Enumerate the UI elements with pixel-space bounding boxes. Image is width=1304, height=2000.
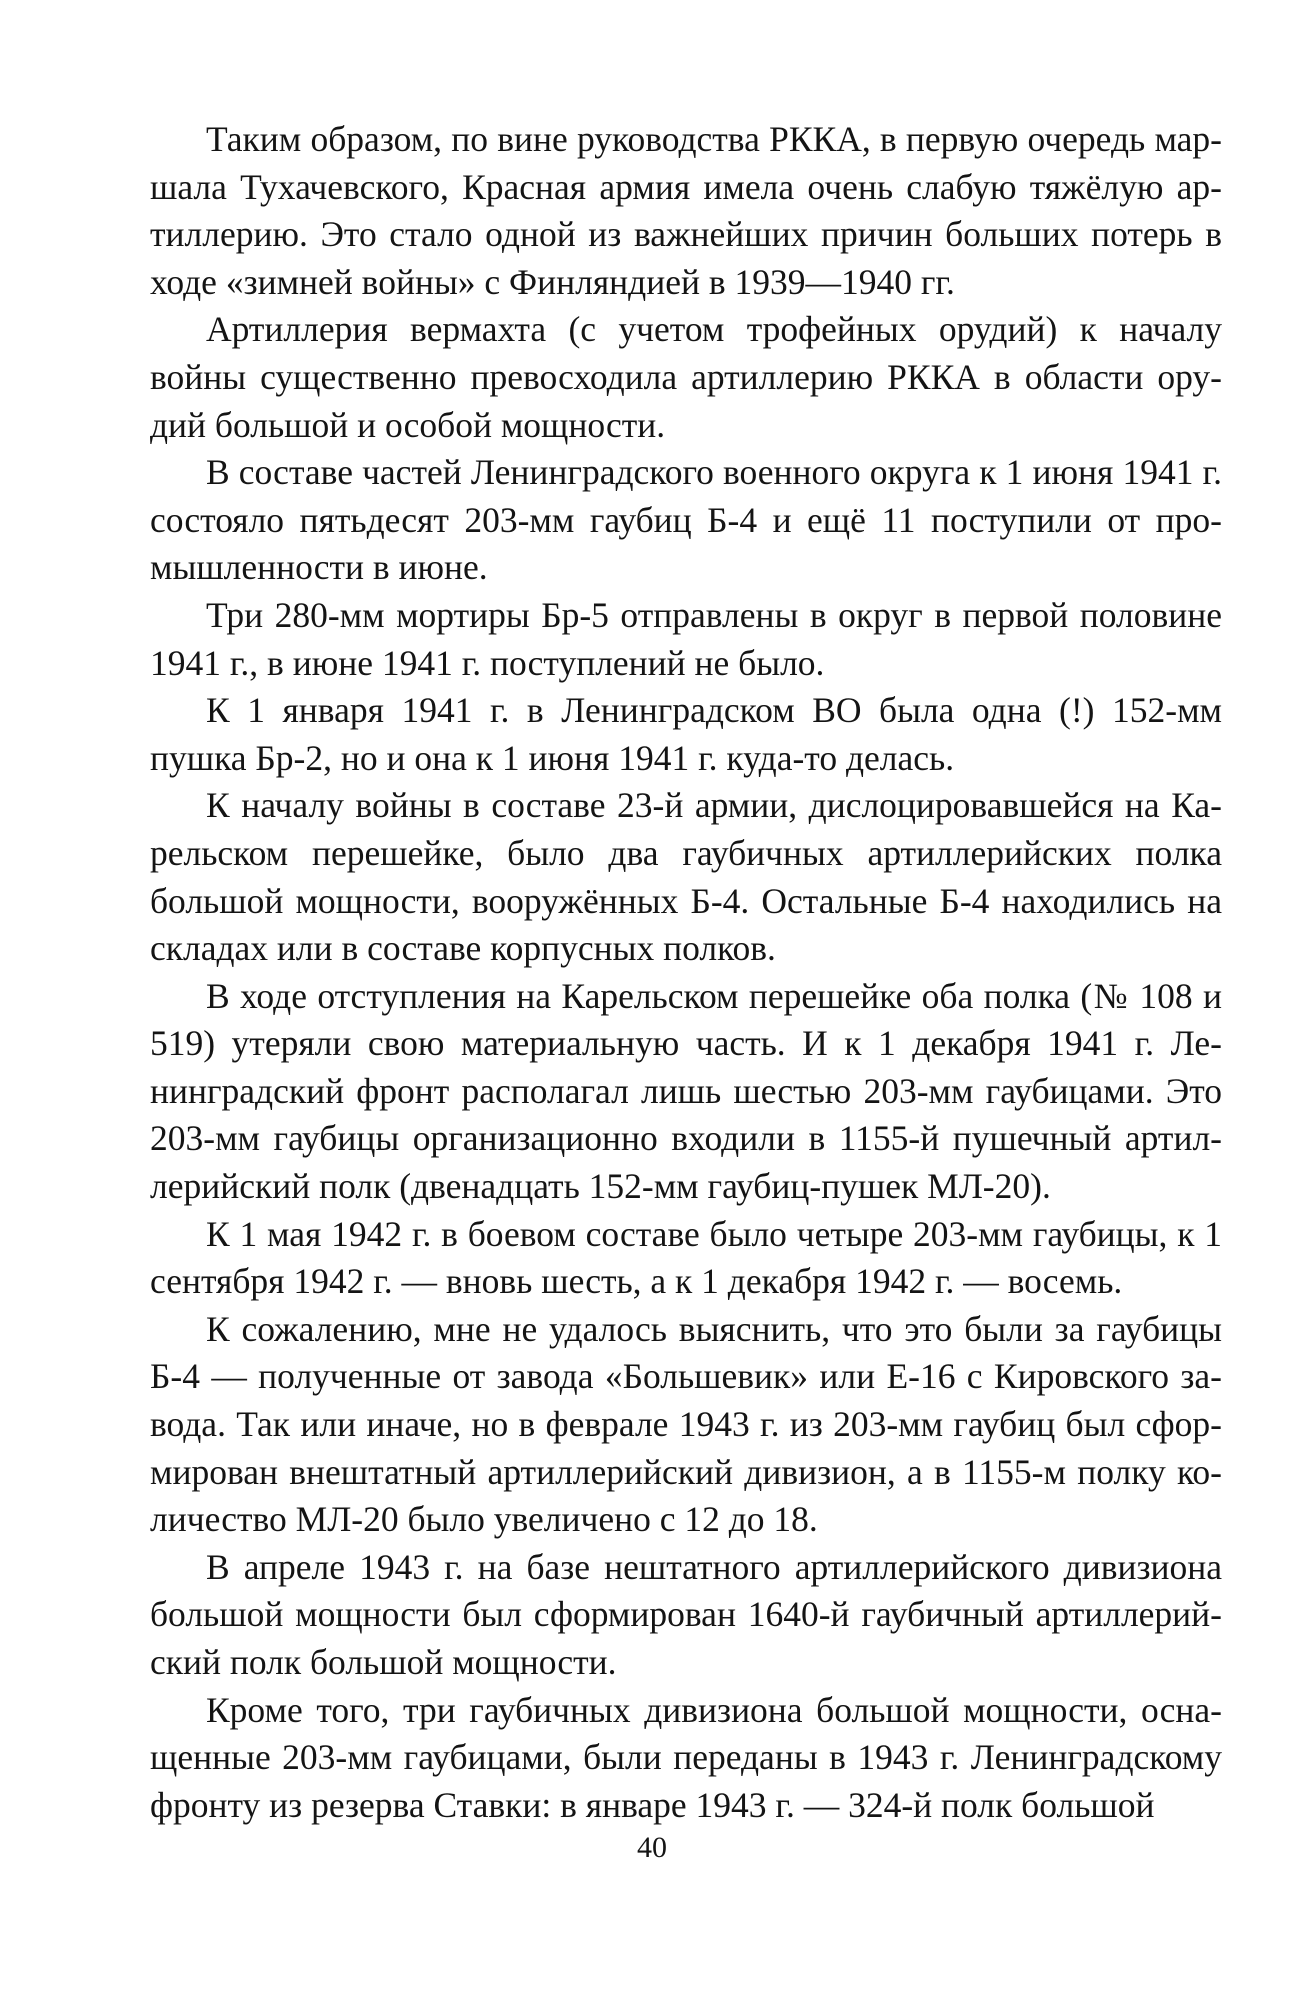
paragraph-1: Таким образом, по вине руководства РККА, в первую очередь маршала Тухачевского, Красная армия имела очень слабую тяжёлую артиллерию. Это стало одной из важнейших причин больших потерь в ходе «зимней войны» с Финляндией в 1939—1940 гг.: [150, 119, 1222, 302]
page-number: 40: [637, 1831, 667, 1864]
paragraph-9: К сожалению, мне не удалось выяснить, что это были за гаубицы Б-4 — полученные от завода «Большевик» или Е-16 с Кировского завода. Так или иначе, но в феврале 1943 г. из 203-мм гаубиц был сформирован внештатный артиллерийский дивизион, а в 1155-м полку количество МЛ-20 было увеличено с 12 до 18.: [150, 1308, 1222, 1540]
paragraph-6: К началу войны в составе 23-й армии, дислоцировавшейся на Карельском перешейке, было два гаубичных артиллерийских полка большой мощности, вооружённых Б-4. Остальные Б-4 находились на складах или в составе корпусных полков.: [150, 785, 1222, 969]
paragraph-8: К 1 мая 1942 г. в боевом составе было четыре 203-мм гаубицы, к 1 сентября 1942 г. — вновь шесть, а к 1 декабря 1942 г. — восемь.: [150, 1213, 1222, 1302]
paragraph-11: Кроме того, три гаубичных дивизиона большой мощности, оснащенные 203-мм гаубицами, были переданы в 1943 г. Ленинградскому фронту из резерва Ставки: в январе 1943 г. — 324-й полк большой: [150, 1689, 1222, 1825]
paragraph-7: В ходе отступления на Карельском перешейке оба полка (№ 108 и 519) утеряли свою материальную часть. И к 1 декабря 1941 г. Ленинградский фронт располагал лишь шестью 203-мм гаубицами. Это 203-мм гаубицы организационно входили в 1155-й пушечный артиллерийский полк (двенадцать 152-мм гаубиц-пушек МЛ-20).: [150, 975, 1222, 1207]
paragraph-5: К 1 января 1941 г. в Ленинградском ВО была одна (!) 152-мм пушка Бр-2, но и она к 1 июня 1941 г. куда-то делась.: [150, 690, 1222, 778]
paragraph-4: Три 280-мм мортиры Бр-5 отправлены в округ в первой половине 1941 г., в июне 1941 г. поступлений не было.: [150, 594, 1222, 683]
paragraph-3: В составе частей Ленинградского военного округа к 1 июня 1941 г. состояло пятьдесят 203-мм гаубиц Б-4 и ещё 11 поступили от промышленности в июне.: [150, 452, 1222, 588]
page-body: [150, 116, 1222, 1829]
paragraph-2: Артиллерия вермахта (с учетом трофейных орудий) к началу войны существенно превосходила артиллерию РККА в области орудий большой и особой мощности.: [150, 309, 1222, 445]
paragraph-10: В апреле 1943 г. на базе нештатного артиллерийского дивизиона большой мощности был сформирован 1640-й гаубичный артиллерийский полк большой мощности.: [150, 1546, 1222, 1682]
